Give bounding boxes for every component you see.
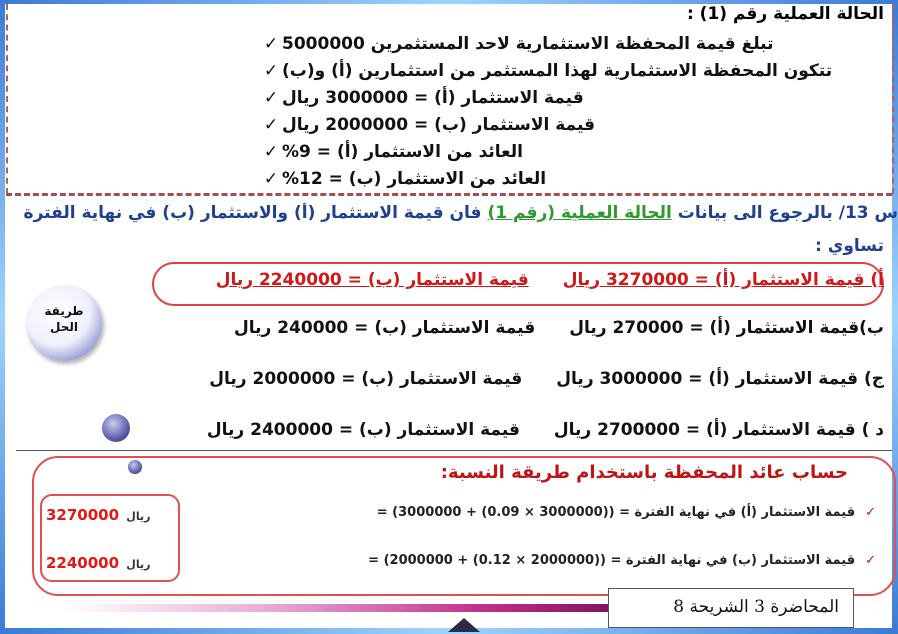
check-icon: ✓	[865, 553, 876, 568]
question-reference: الحالة العملية (رقم 1)	[487, 203, 672, 223]
option-a-investment-b: قيمة الاستثمار (ب) = 2240000 ريال	[215, 270, 529, 290]
slide-label: المحاضرة 3 الشريحة 8	[673, 597, 839, 617]
check-icon: ✓	[263, 114, 279, 135]
check-icon: ✓	[263, 60, 279, 81]
case-item-text: قيمة الاستثمار (ب) = 2000000 ريال	[282, 114, 596, 135]
case-item-text: العائد من الاستثمار (أ) = 9%	[282, 141, 523, 162]
question-text	[3, 203, 898, 223]
result-b-value: 2240000	[46, 554, 120, 572]
calculation-title: حساب عائد المحفظة باستخدام طريقة النسبة:	[440, 462, 848, 483]
question-line2: تساوي :	[815, 236, 884, 256]
option-c-investment-b: قيمة الاستثمار (ب) = 2000000 ريال	[209, 369, 523, 389]
option-d-investment-a: د ) قيمة الاستثمار (أ) = 2700000 ريال	[553, 420, 884, 440]
case-item	[238, 111, 838, 138]
calculation-line-a	[377, 505, 876, 520]
check-icon: ✓	[865, 505, 876, 520]
case-item-text: العائد من الاستثمار (ب) = 12%	[282, 168, 547, 189]
check-icon: ✓	[263, 33, 279, 54]
question-suffix: فان قيمة الاستثمار (أ) والاستثمار (ب) في نهاية الفترة	[23, 203, 482, 223]
check-icon: ✓	[263, 87, 279, 108]
slide-label-box	[608, 588, 854, 628]
footer-gradient-bar	[64, 604, 624, 612]
option-a[interactable]	[216, 270, 884, 290]
solution-method-button[interactable]	[26, 285, 102, 361]
option-c-investment-a: ج) قيمة الاستثمار (أ) = 3000000 ريال	[556, 369, 884, 389]
result-b	[46, 554, 150, 572]
option-b-investment-a: ب)قيمة الاستثمار (أ) = 270000 ريال	[569, 318, 884, 338]
option-b[interactable]	[234, 318, 884, 338]
solution-method-label	[26, 303, 102, 335]
calculation-line-b	[368, 553, 876, 568]
case-list	[238, 30, 838, 192]
result-a	[46, 506, 150, 524]
option-b-investment-b: قيمة الاستثمار (ب) = 240000 ريال	[234, 318, 536, 338]
result-a-currency: ريال	[126, 510, 151, 523]
case-item-text: تتكون المحفظة الاستثمارية لهذا المستثمر من استثمارين (أ) و(ب)	[282, 60, 833, 81]
solution-method-label-line2: الحل	[50, 320, 78, 334]
result-b-currency: ريال	[126, 558, 151, 571]
case-item	[238, 165, 838, 192]
check-icon: ✓	[263, 141, 279, 162]
case-item	[238, 30, 838, 57]
case-item	[238, 84, 838, 111]
option-c[interactable]	[209, 369, 884, 389]
option-d[interactable]	[207, 420, 884, 440]
option-a-investment-a: أ) قيمة الاستثمار (أ) = 3270000 ريال	[562, 270, 884, 290]
case-divider	[6, 193, 892, 196]
option-d-investment-b: قيمة الاستثمار (ب) = 2400000 ريال	[206, 420, 520, 440]
case-item-text: قيمة الاستثمار (أ) = 3000000 ريال	[282, 87, 584, 108]
calculation-formula-a: قيمة الاستثمار (أ) في نهاية الفترة = ((3000000 × 0.09) + 3000000) =	[376, 505, 856, 520]
nav-dot-icon[interactable]	[102, 414, 130, 442]
triangle-icon	[448, 618, 480, 632]
result-a-value: 3270000	[46, 506, 120, 524]
solution-method-label-line1: طريقة	[44, 304, 84, 318]
section-divider	[16, 450, 892, 451]
calculation-formula-b: قيمة الاستثمار (ب) في نهاية الفترة = ((2000000 × 0.12) + 2000000) =	[368, 553, 856, 568]
case-item	[238, 57, 838, 84]
case-item-text: تبلغ قيمة المحفظة الاستثمارية لاحد المستثمرين 5000000	[282, 33, 774, 54]
case-item	[238, 138, 838, 165]
question-prefix: س 13/ بالرجوع الى بيانات	[677, 203, 898, 223]
case-title: الحالة العملية رقم (1) :	[686, 4, 884, 24]
check-icon: ✓	[263, 168, 279, 189]
frame-left-border	[0, 0, 5, 634]
